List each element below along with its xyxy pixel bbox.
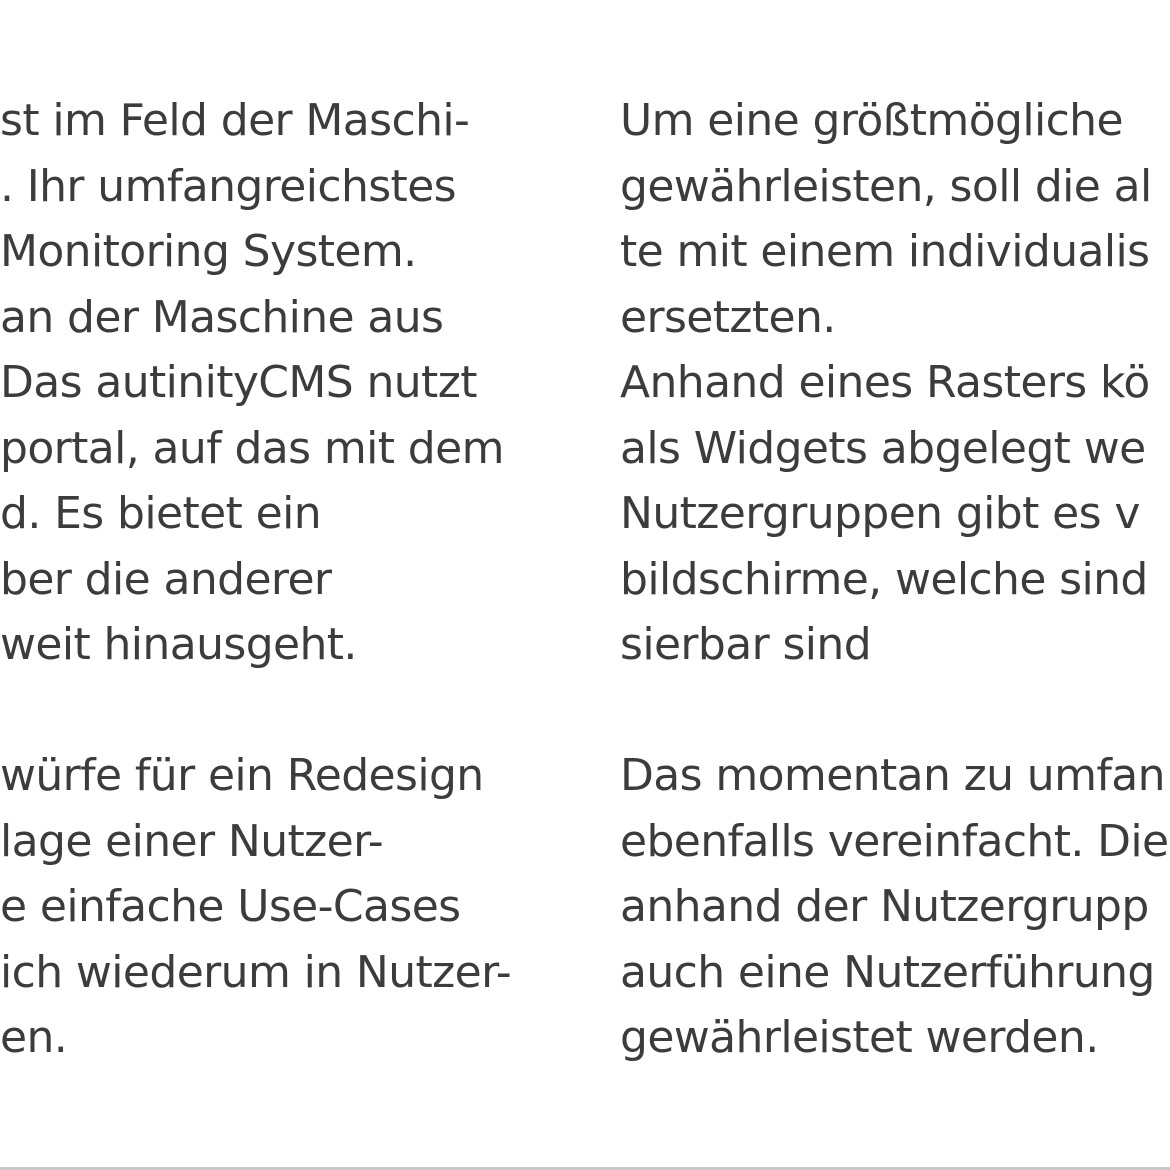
- left-paragraph-1: [0, 88, 511, 678]
- text-line: Nutzergruppen gibt es v: [620, 488, 1140, 539]
- text-line: gewährleistet werden.: [620, 1012, 1099, 1063]
- text-line: bildschirme, welche sind: [620, 553, 1148, 605]
- text-line: auch eine Nutzerführung: [620, 946, 1155, 998]
- text-line: anhand der Nutzergrupp: [620, 881, 1149, 932]
- text-line: d. Es bietet ein: [0, 488, 321, 539]
- text-line: gewährleisten, soll die al: [620, 160, 1152, 212]
- text-line: weit hinausgeht.: [0, 619, 357, 670]
- text-line: te mit einem individualis: [620, 226, 1150, 277]
- text-line: . Ihr umfangreichstes: [0, 160, 456, 212]
- right-paragraph-2: [620, 743, 1169, 1071]
- text-line: lage einer Nutzer-: [0, 815, 384, 867]
- right-text-column: [620, 88, 1169, 1071]
- text-line: en.: [0, 1012, 68, 1063]
- right-paragraph-1: [620, 88, 1169, 678]
- text-line: würfe für ein Redesign: [0, 750, 484, 801]
- text-line: Anhand eines Rasters kö: [620, 357, 1150, 408]
- text-line: Das autinityCMS nutzt: [0, 357, 477, 408]
- text-line: Das momentan zu umfan: [620, 750, 1165, 801]
- text-line: an der Maschine aus: [0, 291, 444, 343]
- text-line: als Widgets abgelegt we: [620, 422, 1146, 474]
- paragraph-gap: [0, 678, 511, 744]
- text-line: st im Feld der Maschi-: [0, 95, 470, 146]
- text-line: e einfache Use-Cases: [0, 881, 461, 932]
- text-line: ber die anderer: [0, 553, 332, 605]
- text-line: ersetzten.: [620, 291, 836, 343]
- left-paragraph-2: [0, 743, 511, 1071]
- text-line: Monitoring System.: [0, 226, 417, 277]
- text-line: portal, auf das mit dem: [0, 422, 504, 474]
- left-text-column: [0, 88, 511, 1071]
- text-line: ich wiederum in Nutzer-: [0, 946, 512, 998]
- text-line: ebenfalls vereinfacht. Die: [620, 815, 1169, 867]
- paragraph-gap: [620, 678, 1169, 744]
- text-line: Um eine größtmögliche: [620, 95, 1123, 146]
- text-line: sierbar sind: [620, 619, 872, 670]
